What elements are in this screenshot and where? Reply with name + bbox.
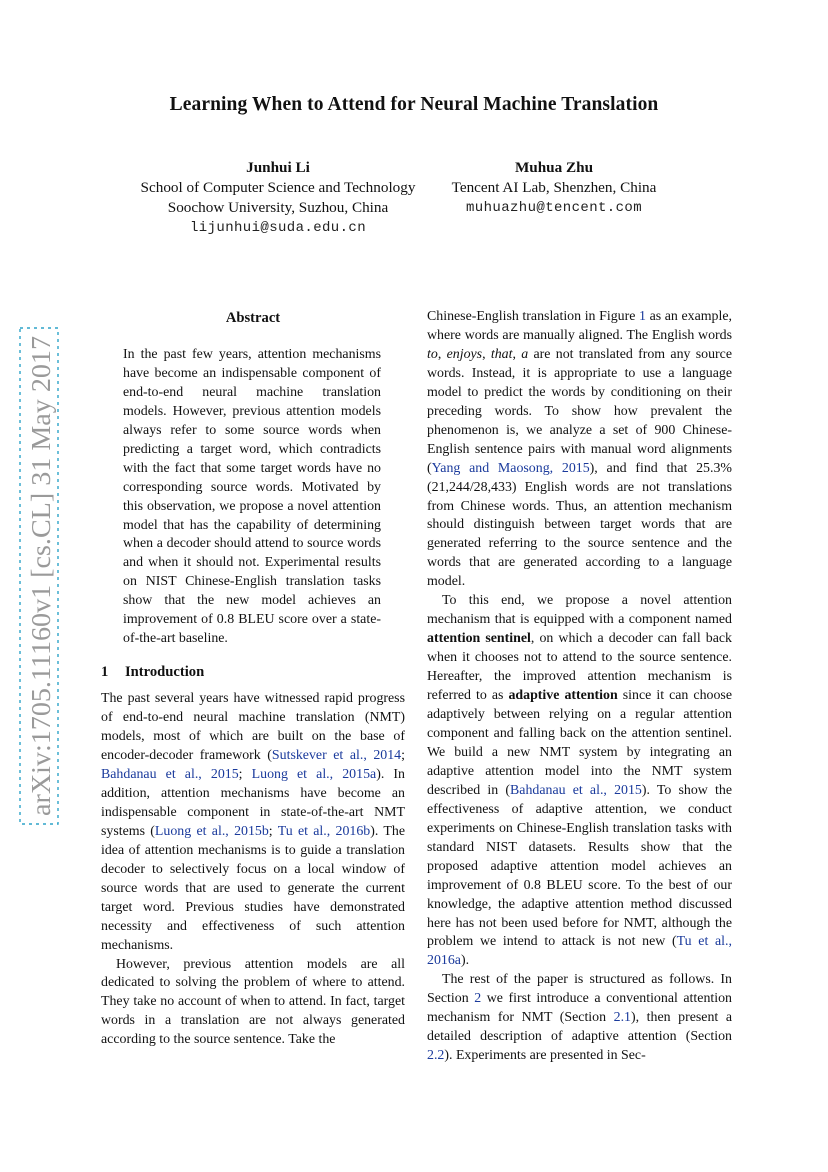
arxiv-stamp bbox=[18, 326, 60, 826]
author-email: lijunhui@suda.edu.cn bbox=[189, 220, 367, 236]
abstract-text: In the past few years, attention mechanisms have become an indispensable component of end-to-end neural machine translation models. However, previous attention models always refer to some source words when predicting a target word, which contradicts with the fact that some target words have no corresponding source words. Motivated by this observation, we propose a novel attention model that has the capability of determining when a decoder should attend to source words and when it should not. Experimental results on NIST Chinese-English translation tasks show that the new model achieves an improvement of 0.8 BLEU score over a state-of-the-art baseline. bbox=[123, 346, 381, 647]
paragraph-text: ). bbox=[460, 953, 470, 969]
example-word: enjoys bbox=[446, 346, 483, 362]
paragraph-text: ), then present a detailed description of adaptive attention (Section bbox=[427, 1010, 732, 1045]
author-affiliation: Soochow University, Suzhou, China bbox=[167, 199, 389, 216]
paragraph-text: ). To show the effectiveness of adaptive attention, we conduct experiments on Chinese-English translation tasks with standard NIST datasets. Results show that the proposed adaptive attention model achieves an improvement of 0.8 BLEU score. To the best of our knowledge, the adaptive attention method discussed here has not been used before for NMT, although the problem we intend to attack is not new ( bbox=[427, 782, 732, 950]
section-number: 1 bbox=[101, 664, 109, 681]
example-word: a bbox=[521, 346, 529, 362]
author-name: Muhua Zhu bbox=[514, 159, 594, 176]
section-title: Introduction bbox=[125, 664, 205, 681]
paragraph-text: we first introduce a conventional attention mechanism for NMT (Section bbox=[427, 991, 732, 1026]
paragraph-text: as an example, where words are manually aligned. The English words bbox=[427, 309, 733, 343]
paragraph-text: , on which a decoder can fall back when it chooses not to attend to the source sentence. Hereafter, the improved attention mechanism is referred to as bbox=[427, 631, 732, 704]
percentage-value: 25.3% bbox=[696, 460, 732, 476]
right-column bbox=[427, 308, 732, 1066]
paragraph-text: The past several years have witnessed rapid progress of end-to-end neural machine translation (NMT) models, most of which are built on the base of encoder-decoder framework ( bbox=[101, 691, 405, 764]
intro-paragraph-4 bbox=[427, 592, 732, 971]
separator: ; bbox=[401, 748, 405, 764]
citation-link[interactable]: Luong et al., 2015b bbox=[154, 823, 269, 839]
separator: , bbox=[512, 346, 522, 362]
author-name: Junhui Li bbox=[246, 159, 310, 176]
paragraph-text: ). The idea of attention mechanisms is to guide a translation decoder to selectively focus on a local window of source words that are used to generate the current target word. Previous studies have demonstrated necessity and effectiveness of such attention mechanisms. bbox=[101, 823, 405, 953]
section-link[interactable]: 2.1 bbox=[613, 1010, 631, 1026]
intro-paragraph-3 bbox=[427, 308, 732, 592]
author-block-1 bbox=[118, 158, 438, 238]
paper-title: Learning When to Attend for Neural Machine Translation bbox=[169, 94, 659, 115]
intro-paragraph-1 bbox=[101, 690, 405, 955]
example-word: that bbox=[490, 346, 513, 362]
citation-link[interactable]: Tu et al., 2016a bbox=[427, 934, 732, 969]
term-adaptive-attention: adaptive attention bbox=[508, 688, 618, 704]
author-email: muhuazhu@tencent.com bbox=[465, 200, 643, 216]
citation-link[interactable]: Yang and Maosong, 2015 bbox=[431, 460, 590, 476]
citation-link[interactable]: Luong et al., 2015a bbox=[251, 766, 377, 782]
author-affiliation: School of Computer Science and Technology bbox=[140, 179, 416, 196]
paragraph-text: The rest of the paper is structured as follows. In Section bbox=[427, 972, 732, 1007]
section-link[interactable]: 2 bbox=[474, 991, 482, 1007]
citation-link[interactable]: Sutskever et al., 2014 bbox=[271, 748, 402, 764]
paragraph-text: (21,244/28,433) English words are not translations from Chinese words. Thus, an attention mechanism should distinguish between target words that are generated referring to the source sentence and the words that are generated according to a language model. bbox=[427, 479, 732, 590]
arxiv-stamp-text: arXiv:1705.11160v1 [cs.CL] 31 May 2017 bbox=[26, 354, 56, 816]
paragraph-text: ). Experiments are presented in Sec- bbox=[444, 1048, 646, 1064]
example-word: to bbox=[427, 346, 438, 362]
paragraph-text: To this end, we propose a novel attention mechanism that is equipped with a component named bbox=[427, 593, 732, 628]
intro-paragraph-5 bbox=[427, 971, 732, 1066]
separator: , bbox=[437, 346, 447, 362]
separator: , bbox=[482, 346, 491, 362]
term-attention-sentinel: attention sentinel bbox=[427, 631, 531, 647]
citation-link[interactable]: Bahdanau et al., 2015 bbox=[510, 782, 642, 798]
section-link[interactable]: 2.2 bbox=[427, 1048, 445, 1064]
separator: ; bbox=[238, 766, 252, 782]
abstract-heading: Abstract bbox=[225, 310, 281, 326]
paragraph-text: ), and find that bbox=[589, 460, 697, 476]
citation-link[interactable]: Tu et al., 2016b bbox=[277, 823, 371, 839]
author-affiliation: Tencent AI Lab, Shenzhen, China bbox=[451, 179, 657, 196]
left-column bbox=[101, 308, 405, 1050]
author-block-2 bbox=[436, 158, 672, 218]
paragraph-text: ). In addition, attention mechanisms have become an indispensable component in state-of-the-art NMT systems ( bbox=[101, 766, 405, 839]
paragraph-text: since it can choose adaptively between relying on a regular attention component and falling back on the attention sentinel. We build a new NMT system by integrating an adaptive attention model into the NMT system described in ( bbox=[427, 688, 732, 798]
section-heading-introduction bbox=[101, 663, 405, 682]
separator: ; bbox=[268, 823, 278, 839]
paragraph-text: are not translated from any source words. Instead, it is appropriate to use a language model to predict the words by conditioning on their preceding words. To show how prevalent the phenomenon is, we analyze a set of 900 Chinese-English sentence pairs with manual word alignments ( bbox=[427, 346, 733, 476]
figure-link[interactable]: 1 bbox=[639, 309, 646, 324]
citation-link[interactable]: Bahdanau et al., 2015 bbox=[101, 766, 239, 782]
paragraph-text: Chinese-English translation in Figure bbox=[427, 309, 639, 324]
intro-paragraph-2: However, previous attention models are all dedicated to solving the problem of where to attend. They take no account of when to attend. In fact, target words in a translation are not always generated according to the source sentence. Take the bbox=[101, 956, 405, 1048]
